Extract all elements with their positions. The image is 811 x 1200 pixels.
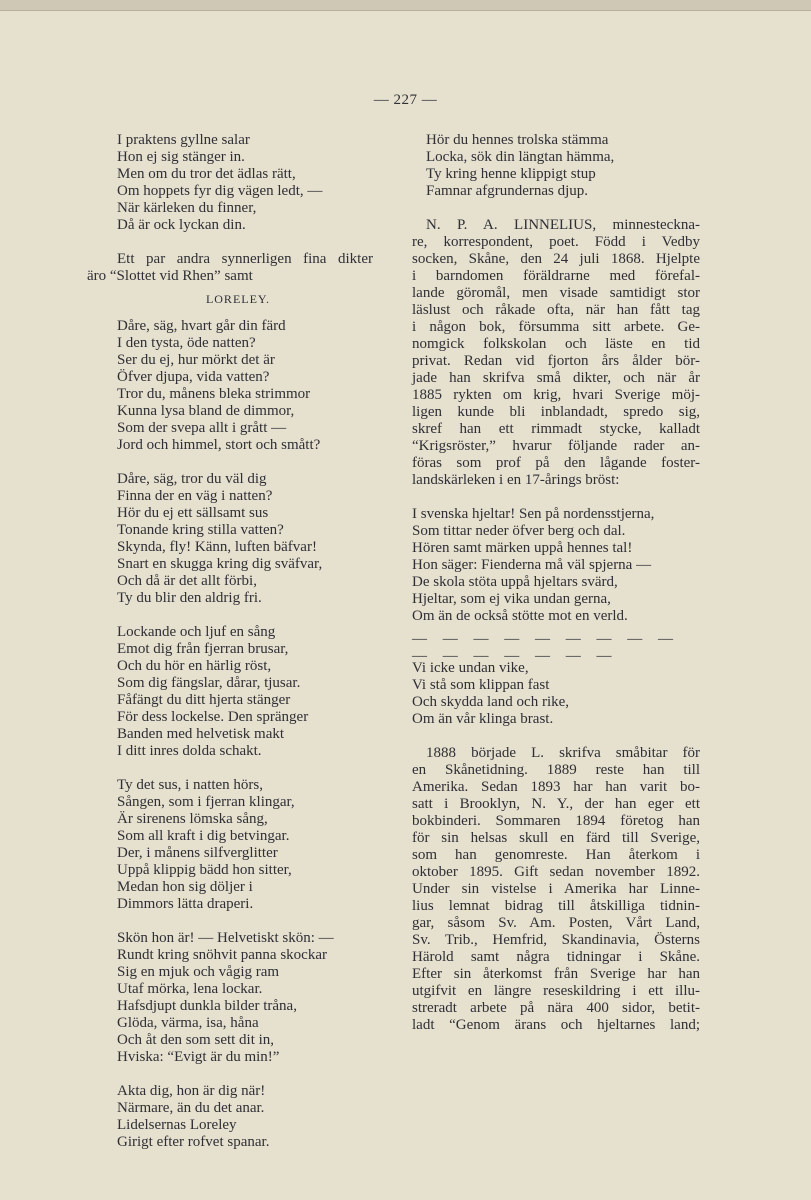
intro-paragraph bbox=[87, 251, 373, 285]
text-line: ladt “Genom ärans och hjeltarnes land; bbox=[412, 1017, 700, 1033]
text-line: Skön hon är! — Helvetiskt skön: — bbox=[117, 930, 334, 946]
text-line: Fåfängt du ditt hjerta stänger bbox=[117, 692, 291, 708]
text-line: N. P. A. LINNELIUS, minnesteckna- bbox=[426, 217, 700, 233]
text-line: Hjeltar, som ej vika undan gerna, bbox=[412, 591, 611, 607]
text-line: gar, såsom Sv. Am. Posten, Vårt Land, bbox=[412, 915, 700, 931]
text-line: Som tittar neder öfver berg och dal. bbox=[412, 523, 626, 539]
text-line: Och du hör en härlig röst, bbox=[117, 658, 272, 674]
text-line: Öfver djupa, vida vatten? bbox=[117, 369, 270, 385]
text-line: Kunna lysa bland de dimmor, bbox=[117, 403, 295, 419]
text-line: Dåre, säg, hvart går din färd bbox=[117, 318, 286, 334]
biography-paragraph bbox=[412, 217, 700, 489]
text-line: Amerika. Sedan 1893 har han varit bo- bbox=[412, 779, 700, 795]
page-number: — 227 — bbox=[373, 92, 438, 108]
text-line: i barndomen föräldrarne med förefal- bbox=[412, 268, 700, 284]
text-line: privat. Redan vid fjorton års ålder bör- bbox=[412, 353, 700, 369]
text-line: Der, i månens silfverglitter bbox=[117, 845, 278, 861]
page-top-edge bbox=[0, 0, 811, 11]
text-line: När kärleken du finner, bbox=[117, 200, 257, 216]
text-line: Finna der en väg i natten? bbox=[117, 488, 273, 504]
text-line: streradt arbete på nära 400 sidor, betit- bbox=[412, 1000, 700, 1016]
text-line: Härold samt några tidningar i Skåne. bbox=[412, 949, 700, 965]
text-line: Hviska: “Evigt är du min!” bbox=[117, 1049, 280, 1065]
text-line: som han genomreste. Han återkom i bbox=[412, 847, 700, 863]
stanza bbox=[103, 624, 373, 760]
text-line: Sig en mjuk och vågig ram bbox=[117, 964, 280, 980]
text-line: Lockande och ljuf en sång bbox=[117, 624, 276, 640]
text-line: Akta dig, hon är dig när! bbox=[117, 1083, 266, 1099]
text-line: jade han skrifva små dikter, och när år bbox=[412, 370, 700, 386]
text-line: Tror du, månens bleka strimmor bbox=[117, 386, 311, 402]
text-line: Locka, sök din längtan hämma, bbox=[426, 149, 615, 165]
text-line: För dess lockelse. Den spränger bbox=[117, 709, 309, 725]
stanza bbox=[103, 132, 373, 234]
text-line: Hör du ej ett sällsamt sus bbox=[117, 505, 269, 521]
stanza bbox=[103, 471, 373, 607]
text-line: Snart en skugga kring dig sväfvar, bbox=[117, 556, 323, 572]
text-line: “Krigsröster,” hvarur följande rader an- bbox=[412, 438, 700, 454]
text-line: Och åt den som sett dit in, bbox=[117, 1032, 275, 1048]
text-line: Lidelsernas Loreley bbox=[117, 1117, 237, 1133]
text-line: Rundt kring snöhvit panna skockar bbox=[117, 947, 327, 963]
text-line: i någon bok, försumma sitt arbete. Ge- bbox=[412, 319, 700, 335]
text-line: De skola stöta uppå hjeltars svärd, bbox=[412, 574, 618, 590]
text-line: Hören samt märken uppå hennes tal! bbox=[412, 540, 633, 556]
text-line: läslust och råkade ofta, när han fått tag bbox=[412, 302, 700, 318]
text-line: ligen kunde bli inblandadt, spredo sig, bbox=[412, 404, 700, 420]
text-line: Som all kraft i dig betvingar. bbox=[117, 828, 290, 844]
text-line: Jord och himmel, stort och smått? bbox=[117, 437, 321, 453]
text-line: I praktens gyllne salar bbox=[117, 132, 250, 148]
dash-separator: — — — — — — — — — — — — — — — — bbox=[412, 631, 679, 664]
text-line: Om än vår klinga brast. bbox=[412, 711, 554, 727]
biography-paragraph bbox=[412, 745, 700, 1034]
text-line: Hafsdjupt dunkla bilder tråna, bbox=[117, 998, 297, 1014]
text-line: Dåre, säg, tror du väl dig bbox=[117, 471, 267, 487]
text-line: Som dig fängslar, dårar, tjusar. bbox=[117, 675, 301, 691]
text-line: Dimmors lätta draperi. bbox=[117, 896, 254, 912]
text-line: Hon säger: Fienderna må väl spjerna — bbox=[412, 557, 652, 573]
left-column bbox=[87, 132, 373, 1168]
text-line: Hon ej sig stänger in. bbox=[117, 149, 245, 165]
stanza bbox=[412, 132, 700, 200]
text-line: 1885 rykten om krig, hvari Sverige möj- bbox=[412, 387, 700, 403]
text-line: Emot dig från fjerran brusar, bbox=[117, 641, 289, 657]
stanza bbox=[103, 777, 373, 913]
text-line: Hör du hennes trolska stämma bbox=[426, 132, 609, 148]
text-line: Girigt efter rofvet spanar. bbox=[117, 1134, 270, 1150]
text-line: Vi icke undan vike, bbox=[412, 660, 529, 676]
poem-title: LORELEY. bbox=[205, 292, 271, 306]
text-line: Närmare, än du det anar. bbox=[117, 1100, 265, 1116]
text-line: satt i Brooklyn, N. Y., der han eger ett bbox=[412, 796, 700, 812]
text-line: Om än de också stötte mot en verld. bbox=[412, 608, 628, 624]
text-line: I svenska hjeltar! Sen på nordensstjerna, bbox=[412, 506, 655, 522]
text-line: Utaf mörka, lena lockar. bbox=[117, 981, 263, 997]
text-line: Vi stå som klippan fast bbox=[412, 677, 550, 693]
text-line: utgifvit en längre reseskildring i ett illu- bbox=[412, 983, 700, 999]
text-line: Som der svepa allt i grått — bbox=[117, 420, 287, 436]
text-line: Under sin vistelse i Amerika har Linne- bbox=[412, 881, 700, 897]
stanza bbox=[412, 660, 700, 728]
text-line: Sv. Trib., Hemfrid, Skandinavia, Österns bbox=[412, 932, 700, 948]
text-line: Och då är det allt förbi, bbox=[117, 573, 257, 589]
text-line: föras som prof på den lågande foster- bbox=[412, 455, 700, 471]
text-line: Då är ock lyckan din. bbox=[117, 217, 246, 233]
text-line: Ty du blir den aldrig fri. bbox=[117, 590, 262, 606]
text-line: Sången, som i fjerran klingar, bbox=[117, 794, 295, 810]
stanza bbox=[412, 506, 700, 625]
text-line: oktober 1895. Gift sedan november 1892. bbox=[412, 864, 700, 880]
text-line: 1888 började L. skrifva småbitar för bbox=[426, 745, 700, 761]
text-line: Banden med helvetisk makt bbox=[117, 726, 285, 742]
text-line: Ser du ej, hur mörkt det är bbox=[117, 352, 275, 368]
text-line: Uppå klippig bädd hon sitter, bbox=[117, 862, 292, 878]
text-line: I den tysta, öde natten? bbox=[117, 335, 256, 351]
text-line: skref han ett rimmadt stycke, kalladt bbox=[412, 421, 700, 437]
stanza bbox=[103, 318, 373, 454]
text-line: nomgick folkskolan och läste en tid bbox=[412, 336, 700, 352]
text-line: Ty det sus, i natten hörs, bbox=[117, 777, 264, 793]
text-line: äro “Slottet vid Rhen” samt bbox=[87, 268, 253, 284]
text-line: Är sirenens lömska sång, bbox=[117, 811, 268, 827]
text-line: landskärleken i en 17-årings bröst: bbox=[412, 472, 620, 488]
text-line: socken, Skåne, den 24 juli 1868. Hjelpte bbox=[412, 251, 700, 267]
stanza bbox=[103, 930, 373, 1066]
text-line: Om hoppets fyr dig vägen ledt, — bbox=[117, 183, 323, 199]
text-line: bokbinderi. Sommaren 1894 företog han bbox=[412, 813, 700, 829]
text-line: Famnar afgrundernas djup. bbox=[426, 183, 589, 199]
text-line: Skynda, fly! Känn, luften bäfvar! bbox=[117, 539, 317, 555]
text-line: Ett par andra synnerligen fina dikter bbox=[117, 251, 373, 267]
right-column bbox=[412, 132, 700, 1051]
text-line: för sin helsas skull en färd till Sverige, bbox=[412, 830, 700, 846]
text-line: Medan hon sig döljer i bbox=[117, 879, 253, 895]
text-line: en Skånetidning. 1889 reste han till bbox=[412, 762, 700, 778]
text-line: re, korrespondent, poet. Född i Vedby bbox=[412, 234, 700, 250]
text-line: Tonande kring stilla vatten? bbox=[117, 522, 284, 538]
text-line: I ditt inres dolda schakt. bbox=[117, 743, 262, 759]
text-line: Men om du tror det ädlas rätt, bbox=[117, 166, 296, 182]
text-line: Och skydda land och rike, bbox=[412, 694, 570, 710]
text-line: Efter sin återkomst från Sverige har han bbox=[412, 966, 700, 982]
text-line: Glöda, värma, isa, håna bbox=[117, 1015, 259, 1031]
stanza bbox=[103, 1083, 373, 1151]
text-line: Ty kring henne klippigt stup bbox=[426, 166, 596, 182]
text-line: lius lemnat bidrag till åtskilliga tidnin- bbox=[412, 898, 700, 914]
text-line: lande göromål, men visade samtidigt stor bbox=[412, 285, 700, 301]
